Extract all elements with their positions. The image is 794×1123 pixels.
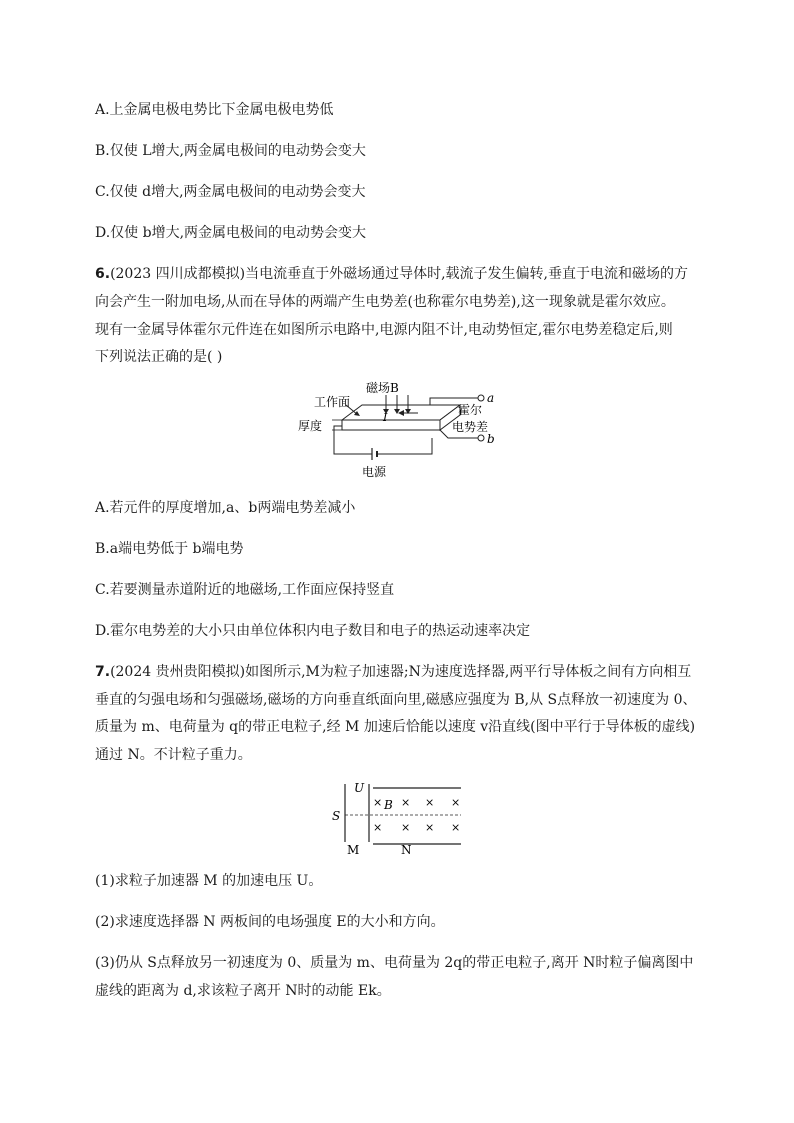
voltage-u-label: U — [354, 781, 365, 795]
hall-voltage-label-2: 电势差 — [452, 420, 489, 434]
q6-stem-line-1: 6.(2023 四川成都模拟)当电流垂直于外磁场通过导体时,载流子发生偏转,垂直于电流和磁场的方 — [95, 266, 688, 282]
terminal-a-label: a — [487, 391, 495, 405]
q6-option-d: D.霍尔电势差的大小只由单位体积内电子数目和电子的热运动速率决定 — [95, 623, 531, 639]
work-surface-label: 工作面 — [314, 395, 351, 409]
q5-option-d: D.仅使 b增大,两金属电极间的电动势会变大 — [95, 225, 367, 241]
q7-stem-line-2: 垂直的匀强电场和匀强磁场,磁场的方向垂直纸面向里,磁感应强度为 B,从 S点释放一初速度为 0、 — [95, 692, 697, 708]
q7-part-3-line-2: 虚线的距离为 d,求该粒子离开 N时的动能 Ek。 — [95, 983, 391, 999]
velocity-selector-figure — [325, 778, 470, 858]
q6-option-a: A.若元件的厚度增加,a、b两端电势差减小 — [95, 500, 356, 516]
q6-option-c: C.若要测量赤道附近的地磁场,工作面应保持竖直 — [95, 582, 395, 598]
selector-n-label: N — [401, 843, 412, 857]
q7-part-1: (1)求粒子加速器 M 的加速电压 U。 — [95, 873, 323, 889]
power-source-label: 电源 — [362, 465, 387, 479]
field-b-label: B — [384, 798, 393, 812]
terminal-b-label: b — [487, 432, 495, 446]
magnetic-field-cross: × — [425, 821, 435, 834]
q6-option-b: B.a端电势低于 b端电势 — [95, 541, 244, 557]
magnetic-field-cross: × — [451, 796, 461, 809]
q7-stem-line-4: 通过 N。不计粒子重力。 — [95, 747, 252, 763]
magnetic-field-label: 磁场B — [366, 381, 399, 395]
current-label: I — [383, 411, 388, 424]
q5-option-b: B.仅使 L增大,两金属电极间的电动势会变大 — [95, 143, 366, 159]
q7-number: 7. — [95, 664, 111, 680]
q7-stem-line-1: 7.(2024 贵州贵阳模拟)如图所示,M为粒子加速器;N为速度选择器,两平行导体板之间有方向相互 — [95, 664, 692, 680]
q6-number: 6. — [95, 266, 111, 282]
magnetic-field-cross: × — [401, 821, 411, 834]
magnetic-field-cross: × — [401, 796, 411, 809]
q6-stem-line-2: 向会产生一附加电场,从而在导体的两端产生电势差(也称霍尔电势差),这一现象就是霍尔效应。 — [95, 294, 675, 310]
q7-stem-line-3: 质量为 m、电荷量为 q的带正电粒子,经 M 加速后恰能以速度 v沿直线(图中平行于导体板的虚线) — [95, 719, 696, 735]
magnetic-field-cross: × — [451, 821, 461, 834]
q6-stem-line-4: 下列说法正确的是( ) — [95, 349, 223, 365]
hall-voltage-label-1: 霍尔 — [458, 403, 483, 417]
thickness-label: 厚度 — [298, 419, 323, 433]
accelerator-m-label: M — [347, 843, 360, 857]
hall-element-figure — [290, 380, 520, 480]
q7-part-2: (2)求速度选择器 N 两板间的电场强度 E的大小和方向。 — [95, 914, 445, 930]
magnetic-field-cross: × — [373, 796, 383, 809]
q6-stem-line-3: 现有一金属导体霍尔元件连在如图所示电路中,电源内阻不计,电动势恒定,霍尔电势差稳定后,则 — [95, 322, 673, 338]
q5-option-a: A.上金属电极电势比下金属电极电势低 — [95, 102, 334, 118]
point-s-label: S — [332, 809, 341, 823]
q7-part-3-line-1: (3)仍从 S点释放另一初速度为 0、质量为 m、电荷量为 2q的带正电粒子,离开 N时粒子偏离图中 — [95, 955, 694, 971]
q5-option-c: C.仅使 d增大,两金属电极间的电动势会变大 — [95, 184, 366, 200]
magnetic-field-cross: × — [425, 796, 435, 809]
magnetic-field-cross: × — [373, 821, 383, 834]
